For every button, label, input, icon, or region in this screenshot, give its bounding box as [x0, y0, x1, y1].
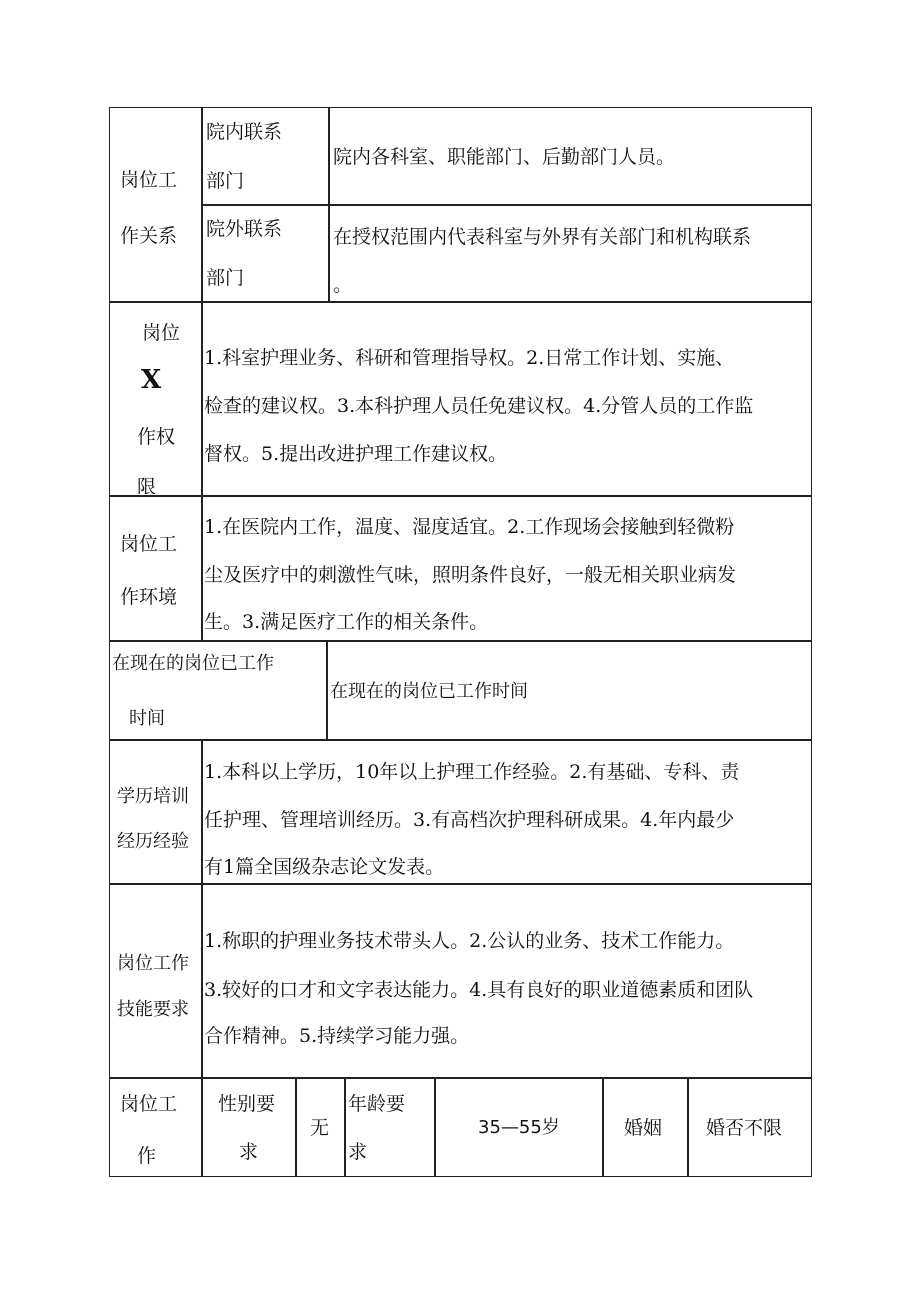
external-contact-value-line2: 。 — [333, 274, 353, 296]
requirements-label-line2: 作 — [137, 1145, 157, 1167]
row-divider — [109, 1077, 812, 1079]
authority-line-3: 督权。5.提出改进护理工作建议权。 — [204, 443, 508, 465]
marriage-label: 婚姻 — [624, 1117, 663, 1139]
environment-line-1: 1.在医院内工作，温度、湿度适宜。2.工作现场会接触到轻微粉 — [204, 516, 735, 538]
internal-contact-label-line2: 部门 — [206, 170, 245, 192]
education-label-line1: 学历培训 — [117, 786, 189, 807]
column-divider — [328, 107, 330, 302]
external-contact-label-line2: 部门 — [206, 267, 245, 289]
internal-contact-label-line1: 院内联系 — [206, 121, 283, 143]
environment-label-line1: 岗位工 — [120, 533, 178, 555]
column-divider — [201, 107, 203, 640]
row-divider — [109, 495, 812, 497]
gender-value: 无 — [310, 1117, 330, 1139]
relations-label-line2: 作关系 — [120, 225, 178, 247]
authority-line-1: 1.科室护理业务、科研和管理指导权。2.日常工作计划、实施、 — [204, 347, 735, 369]
skills-line-2: 3.较好的口才和文字表达能力。4.具有良好的职业道德素质和团队 — [204, 979, 754, 1001]
age-label-line1: 年龄要 — [348, 1093, 406, 1115]
external-contact-value-line1: 在授权范围内代表科室与外界有关部门和机构联系 — [333, 226, 752, 248]
column-divider — [687, 1077, 689, 1177]
gender-label-line1: 性别要 — [218, 1093, 276, 1115]
authority-label-line1: 岗位 — [142, 322, 181, 344]
column-divider — [326, 640, 328, 740]
tenure-label-line1: 在现在的岗位已工作 — [112, 653, 274, 674]
education-line-2: 任护理、管理培训经历。3.有高档次护理科研成果。4.年内最少 — [204, 809, 735, 831]
skills-label-line1: 岗位工作 — [117, 953, 189, 974]
skills-label-line2: 技能要求 — [117, 999, 189, 1020]
requirements-label-line1: 岗位工 — [120, 1093, 178, 1115]
column-divider — [201, 739, 203, 1177]
authority-label-line3: 作权 — [137, 426, 176, 448]
education-line-3: 有1篇全国级杂志论文发表。 — [204, 856, 445, 878]
environment-line-2: 尘及医疗中的刺激性气味，照明条件良好，一般无相关职业病发 — [204, 564, 737, 586]
authority-label-line2: X — [141, 365, 162, 395]
column-divider — [295, 1077, 297, 1177]
relations-label-line1: 岗位工 — [120, 169, 178, 191]
column-divider — [434, 1077, 436, 1177]
row-divider — [109, 739, 812, 741]
column-divider — [344, 1077, 346, 1177]
environment-line-3: 生。3.满足医疗工作的相关条件。 — [204, 611, 489, 633]
tenure-value: 在现在的岗位已工作时间 — [330, 681, 528, 702]
authority-line-2: 检查的建议权。3.本科护理人员任免建议权。4.分管人员的工作监 — [204, 395, 754, 417]
authority-label-clip — [137, 476, 197, 494]
age-value: 35—55岁 — [478, 1117, 560, 1138]
external-contact-label-line1: 院外联系 — [206, 218, 283, 240]
education-label-line2: 经历经验 — [117, 831, 189, 852]
marriage-value: 婚否不限 — [706, 1117, 783, 1139]
internal-contact-value: 院内各科室、职能部门、后勤部门人员。 — [333, 146, 676, 168]
age-label-line2: 求 — [348, 1141, 368, 1163]
skills-line-1: 1.称职的护理业务技术带头人。2.公认的业务、技术工作能力。 — [204, 930, 735, 952]
column-divider — [602, 1077, 604, 1177]
gender-label-line2: 求 — [239, 1141, 259, 1163]
row-divider — [201, 204, 812, 206]
environment-label-line2: 作环境 — [120, 586, 178, 608]
authority-label-line4: 限 — [137, 476, 157, 494]
education-line-1: 1.本科以上学历，10年以上护理工作经验。2.有基础、专科、责 — [204, 761, 740, 783]
tenure-label-line2: 时间 — [129, 708, 165, 729]
skills-line-3: 合作精神。5.持续学习能力强。 — [204, 1025, 470, 1047]
